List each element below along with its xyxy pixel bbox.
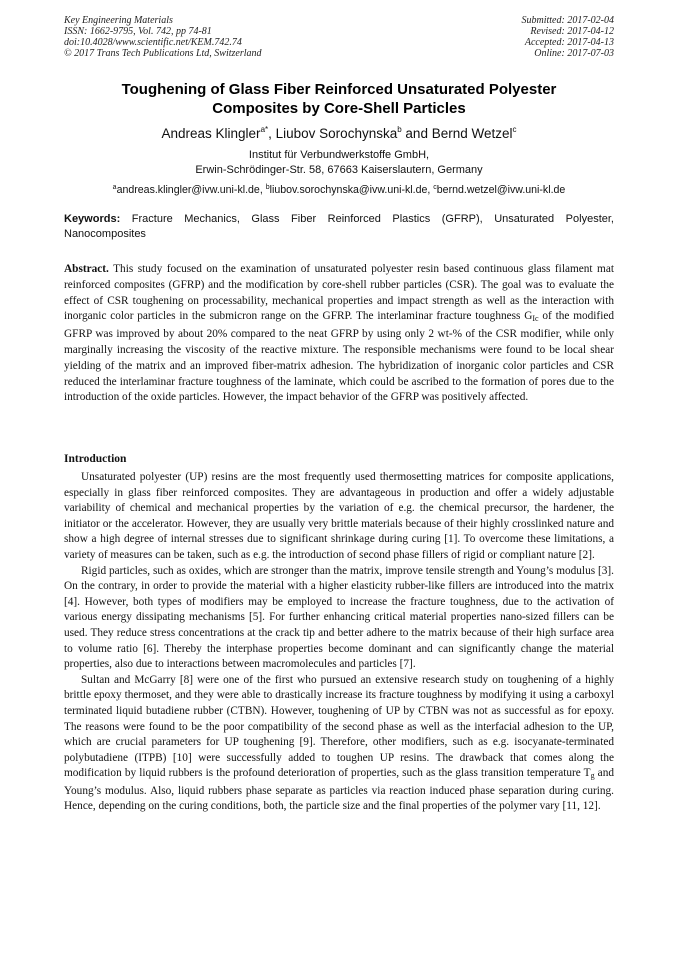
- paragraph-subscript: g: [590, 771, 595, 781]
- email-marker: c: [433, 184, 437, 191]
- revised-date: Revised: 2017-04-12: [530, 26, 614, 37]
- paragraph-text: and Young’s modulus. Also, liquid rubbers phase separate as particles via reaction induced phase separation during curing. Hence, depending on the curing conditions, both, the particle size and the final properties of the polymer vary [11, 12].: [64, 767, 614, 813]
- abstract-block: [64, 262, 614, 406]
- email-address: liubov.sorochynska@ivw.uni-kl.de,: [269, 184, 434, 196]
- section-heading: Introduction: [64, 453, 127, 465]
- affiliation-institute: Institut für Verbundwerkstoffe GmbH,: [248, 149, 430, 161]
- paragraph: Rigid particles, such as oxides, which are stronger than the matrix, improve tensile strength and Young’s modulus [3]. On the contrary, in order to provide the material with a higher elasticity rubber-like fillers are introduced into the matrix [4]. However, both types of modifiers may be employed to increase the fracture toughness, due to the activation of various energy dissipating mechanisms [5]. For further enhancing critical material properties nano-sized fillers can be used. They reduce stress concentrations at the crack tip and better adhere to the matrix because of their high surface area to volume ratio [6]. Thereby the interphase properties become dominant and can significantly change the material properties, also due to interactions between macromolecules and particles [7].: [64, 564, 614, 671]
- paragraph: [64, 673, 614, 815]
- email-marker: a: [112, 184, 117, 191]
- author-separator: ,: [268, 126, 276, 141]
- title-line-1: Toughening of Glass Fiber Reinforced Unsaturated Polyester: [121, 81, 557, 98]
- abstract-text: of the modified GFRP was improved by about 20% compared to the neat GFRP by using only 2 wt-% of the CSR modifier, while only marginally increasing the viscosity of the reactive mixture. The responsible mechanisms were found to be local shear yielding of the matrix and an improved fiber-matrix adhesion. The hybridization of inorganic color particles and CSR reduced the interlaminar fracture toughness of the laminate, which could be ascribed to the formation of pores due to the introduction of the oxide particles. However, the impact behavior of the GFRP was positively affected.: [64, 310, 614, 404]
- journal-name: Key Engineering Materials: [64, 15, 173, 26]
- title-line-2: Composites by Core-Shell Particles: [212, 100, 466, 117]
- abstract-subscript: Ic: [532, 314, 539, 324]
- author-name: Bernd Wetzel: [431, 126, 513, 141]
- doi-line: doi:10.4028/www.scientific.net/KEM.742.74: [64, 37, 242, 48]
- issn-line: ISSN: 1662-9795, Vol. 742, pp 74-81: [64, 26, 212, 37]
- author-emails: [40, 181, 638, 197]
- author-list: [60, 121, 618, 142]
- keywords-label: Keywords:: [64, 213, 121, 225]
- author-name: Liubov Sorochynska: [275, 126, 398, 141]
- email-address: bernd.wetzel@ivw.uni-kl.de: [436, 184, 566, 196]
- submitted-date: Submitted: 2017-02-04: [521, 15, 614, 26]
- affiliation: [60, 148, 618, 178]
- email-marker: b: [265, 184, 270, 191]
- affiliation-address: Erwin-Schrödinger-Str. 58, 67663 Kaiserslautern, Germany: [195, 164, 483, 176]
- author-name: Andreas Klingler: [161, 126, 261, 141]
- publication-dates: [522, 15, 615, 59]
- paragraph-text: Sultan and McGarry [8] were one of the first who pursued an extensive research study on toughening of a highly brittle epoxy thermoset, and they were able to drastically increase its fracture toughness by modifying it using a carboxyl terminated liquid butadiene rubber (CTBN). However, toughening of UP by CTBN was not as successful as for epoxy. The reasons were found to be the poor compatibility of the second phase as well as the interfacial adhesion to the UP, which are crucial parameters for UP toughening [9]. Therefore, other modifiers, such as e.g. isocyanate-terminated polybutadiene (ITPB) [10] were successfully added to toughen UP resins. The drawback that comes along the modification by liquid rubbers is the profound deterioration of properties, such as the glass transition temperature T: [64, 673, 614, 780]
- author-marker: c: [512, 125, 517, 134]
- accepted-date: Accepted: 2017-04-13: [524, 37, 614, 48]
- copyright-line: © 2017 Trans Tech Publications Ltd, Switzerland: [64, 48, 262, 59]
- paragraph: Unsaturated polyester (UP) resins are the most frequently used thermosetting matrices for composite applications, especially in glass fiber reinforced composites. They are advantageous in production and offer a widely adjustable variability of chemical and mechanical properties by the variation of e.g. the chemical precursor, the hardener, the initiator or the accelerator. However, they are usually very brittle materials because of their highly crosslinked nature and show a high degree of internal stresses due to significant shrinkage during curing [1]. To overcome these limitations, a variety of measures can be taken, such as e.g. the introduction of second phase fillers of rigid or compliant nature [2].: [64, 471, 614, 561]
- email-address: andreas.klingler@ivw.uni-kl.de,: [116, 184, 266, 196]
- abstract-text: This study focused on the examination of unsaturated polyester resin based continuous glass filament mat reinforced composites (GFRP) and the modification by core-shell rubber particles (CSR). The goal was to evaluate the effect of CSR toughening on processability, mechanical properties and impact strength as well as the interaction with inorganic color particles in the submicron range on the GFRP. The interlaminar fracture toughness G: [64, 263, 614, 323]
- online-date: Online: 2017-07-03: [534, 48, 614, 59]
- author-marker: b: [397, 125, 402, 134]
- introduction-body: [64, 470, 614, 815]
- journal-info: [64, 15, 262, 59]
- author-marker: a*: [260, 125, 269, 134]
- paper-title: [60, 80, 618, 118]
- keywords-block: [64, 212, 614, 242]
- author-separator: and: [401, 126, 432, 141]
- keywords-text: Fracture Mechanics, Glass Fiber Reinforced Plastics (GFRP), Unsaturated Polyester, Nanocomposites: [64, 213, 614, 240]
- abstract-label: Abstract.: [64, 263, 109, 275]
